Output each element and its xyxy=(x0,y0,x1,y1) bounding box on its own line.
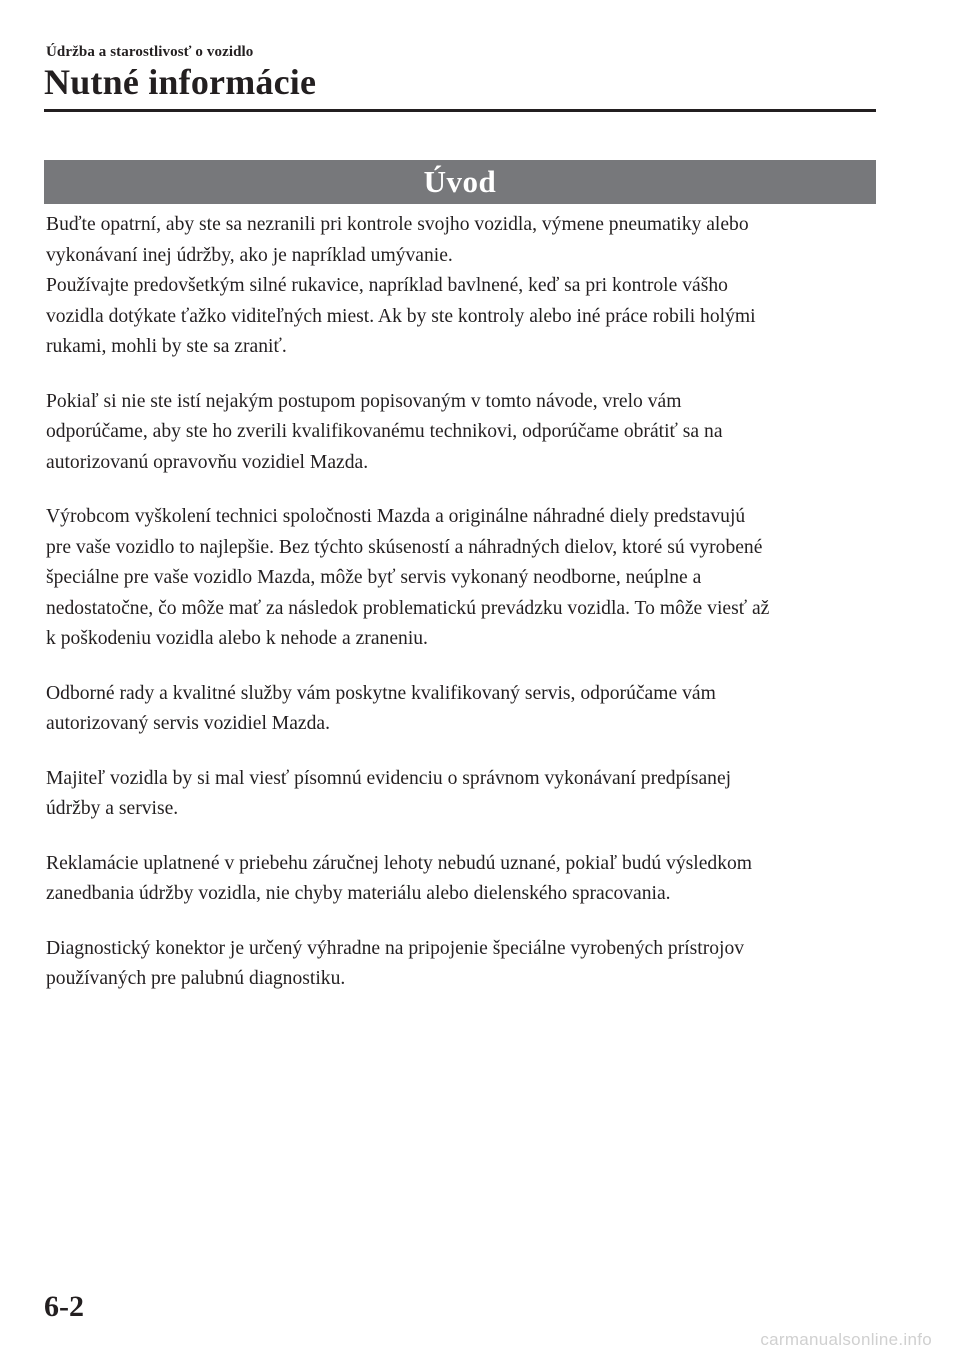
text-line: nedostatočne, čo môže mať za následok problematickú prevádzku vozidla. To môže viesť až xyxy=(46,597,770,619)
section-heading: Úvod xyxy=(423,164,497,199)
text-line: Pokiaľ si nie ste istí nejakým postupom popisovaným v tomto návode, vrelo vám xyxy=(46,390,682,412)
text-line: k poškodeniu vozidla alebo k nehode a zraneniu. xyxy=(46,628,428,649)
page-number: 6-2 xyxy=(44,1290,84,1323)
paragraph-service-advice xyxy=(46,679,882,740)
text-line: rukami, mohli by ste sa zraniť. xyxy=(46,336,287,357)
text-line: zanedbania údržby vozidla, nie chyby materiálu alebo dielenského spracovania. xyxy=(46,883,671,904)
title-divider xyxy=(44,109,876,112)
text-line: Reklamácie uplatnené v priebehu záručnej lehoty nebudú uznané, pokiaľ budú výsledkom xyxy=(46,852,753,874)
text-line: Buďte opatrní, aby ste sa nezranili pri kontrole svojho vozidla, výmene pneumatiky alebo xyxy=(46,214,749,235)
breadcrumb: Údržba a starostlivosť o vozidlo xyxy=(46,44,254,60)
watermark: carmanualsonline.info xyxy=(760,1330,932,1349)
section-heading-band xyxy=(44,160,876,204)
text-line: špeciálne pre vaše vozidlo Mazda, môže byť servis vykonaný neodborne, neúplne a xyxy=(46,567,702,588)
text-line: vykonávaní inej údržby, ako je napríklad umývanie. xyxy=(46,244,453,266)
text-line: údržby a servise. xyxy=(46,798,179,819)
body-text xyxy=(46,210,882,1019)
paragraph-diagnostic xyxy=(46,934,882,995)
text-line: pre vaše vozidlo to najlepšie. Bez týchto skúseností a náhradných dielov, ktoré sú vyrobené xyxy=(46,536,763,558)
paragraph-records xyxy=(46,764,882,825)
text-line: Používajte predovšetkým silné rukavice, napríklad bavlnené, keď sa pri kontrole vášho xyxy=(46,275,728,296)
text-line: odporúčame, aby ste ho zverili kvalifikovanému technikovi, odporúčame obrátiť sa na xyxy=(46,421,723,442)
text-line: Odborné rady a kvalitné služby vám poskytne kvalifikovaný servis, odporúčame vám xyxy=(46,682,716,704)
paragraph-warranty xyxy=(46,849,882,910)
text-line: používaných pre palubnú diagnostiku. xyxy=(46,968,346,989)
text-line: autorizovaný servis vozidiel Mazda. xyxy=(46,713,331,734)
text-line: autorizovanú opravovňu vozidiel Mazda. xyxy=(46,451,369,473)
page-title: Nutné informácie xyxy=(44,62,317,102)
text-line: Majiteľ vozidla by si mal viesť písomnú evidenciu o správnom vykonávaní predpísanej xyxy=(46,767,732,789)
text-line: Diagnostický konektor je určený výhradne na pripojenie špeciálne vyrobených prístrojov xyxy=(46,937,745,959)
text-line: Výrobcom vyškolení technici spoločnosti Mazda a originálne náhradné diely predstavujú xyxy=(46,506,746,527)
paragraph-genuine-parts xyxy=(46,502,882,655)
text-line: vozidla dotýkate ťažko viditeľných miest. Ak by ste kontroly alebo iné práce robili holými xyxy=(46,305,756,327)
paragraph-technician xyxy=(46,387,882,479)
paragraph-safety xyxy=(46,210,882,363)
